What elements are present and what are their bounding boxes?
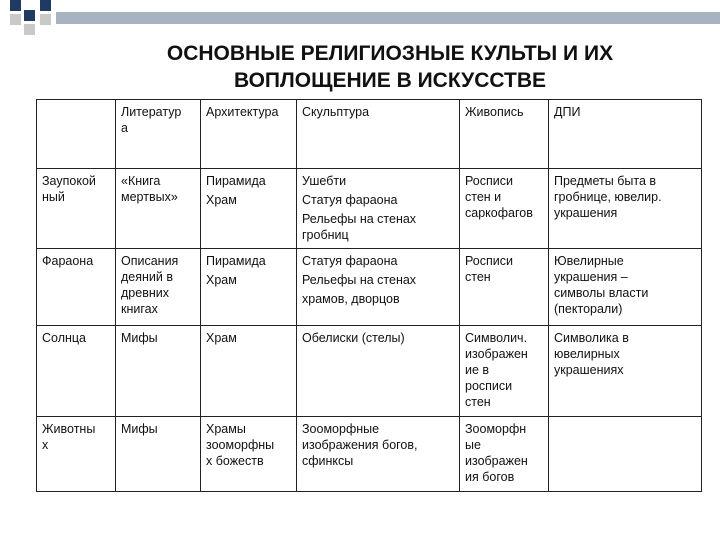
deco-square-light-2	[24, 24, 35, 35]
cell-literature: «Книга мертвых»	[116, 169, 201, 249]
deco-square-dark-3	[40, 0, 51, 11]
cell-line: Храмы зооморфны х божеств	[206, 422, 275, 468]
table-header-row	[37, 100, 702, 169]
title-line-1: ОСНОВНЫЕ РЕЛИГИОЗНЫЕ КУЛЬТЫ И ИХ	[166, 42, 614, 65]
cell-cult: Фараона	[37, 249, 116, 326]
title-line-2: ВОПЛОЩЕНИЕ В ИСКУССТВЕ	[233, 69, 547, 92]
cell-line: Рельефы на стенах гробниц	[302, 212, 417, 242]
cell-painting: Росписи стен	[460, 249, 549, 326]
cell-line: Храм	[206, 193, 237, 207]
cell-line: Статуя фараона	[302, 254, 398, 268]
cell-line: храмов, дворцов	[302, 292, 400, 306]
cell-architecture	[201, 326, 297, 417]
cell-line: Обелиски (стелы)	[302, 331, 405, 345]
deco-square-dark-2	[24, 10, 35, 21]
cell-literature: Мифы	[116, 417, 201, 492]
deco-bar	[56, 12, 720, 24]
header-cell-sculpture: Скульптура	[297, 100, 460, 169]
header-cell-empty	[37, 100, 116, 169]
cell-line: Храм	[206, 331, 237, 345]
cell-sculpture	[297, 169, 460, 249]
cell-line: Рельефы на стенах	[302, 273, 417, 287]
slide-title	[60, 40, 720, 94]
cell-literature: Мифы	[116, 326, 201, 417]
cell-sculpture	[297, 249, 460, 326]
cell-line: Статуя фараона	[302, 193, 398, 207]
table-row	[37, 169, 702, 249]
cell-architecture	[201, 417, 297, 492]
cell-line: Ушебти	[302, 174, 347, 188]
cell-dpi: Предметы быта в гробнице, ювелир. украшения	[549, 169, 702, 249]
cell-dpi: Символика в ювелирных украшениях	[549, 326, 702, 417]
header-cell-dpi: ДПИ	[549, 100, 702, 169]
deco-square-dark-1	[10, 0, 21, 11]
cults-table	[36, 99, 702, 492]
table-row	[37, 417, 702, 492]
cell-sculpture	[297, 417, 460, 492]
cell-line: Пирамида	[206, 254, 266, 268]
cell-sculpture	[297, 326, 460, 417]
cell-cult: Заупокой ный	[37, 169, 116, 249]
cell-painting: Росписи стен и саркофагов	[460, 169, 549, 249]
header-cell-architecture: Архитектура	[201, 100, 297, 169]
table-row	[37, 249, 702, 326]
cell-cult: Солнца	[37, 326, 116, 417]
cell-line: Пирамида	[206, 174, 266, 188]
cell-line: Зооморфные изображения богов, сфинксы	[302, 422, 418, 468]
header-cell-literature: Литератур а	[116, 100, 201, 169]
cell-dpi	[549, 417, 702, 492]
cell-painting: Зооморфн ые изображен ия богов	[460, 417, 549, 492]
header-cell-painting: Живопись	[460, 100, 549, 169]
cell-cult: Животны х	[37, 417, 116, 492]
cell-line: Храм	[206, 273, 237, 287]
deco-square-light-3	[40, 14, 51, 25]
cell-painting: Символич. изображен ие в росписи стен	[460, 326, 549, 417]
cell-literature: Описания деяний в древних книгах	[116, 249, 201, 326]
cell-architecture	[201, 169, 297, 249]
cell-architecture	[201, 249, 297, 326]
slide-decoration	[0, 0, 720, 40]
deco-square-light-1	[10, 14, 21, 25]
cell-dpi: Ювелирные украшения – символы власти (пекторали)	[549, 249, 702, 326]
table-row	[37, 326, 702, 417]
